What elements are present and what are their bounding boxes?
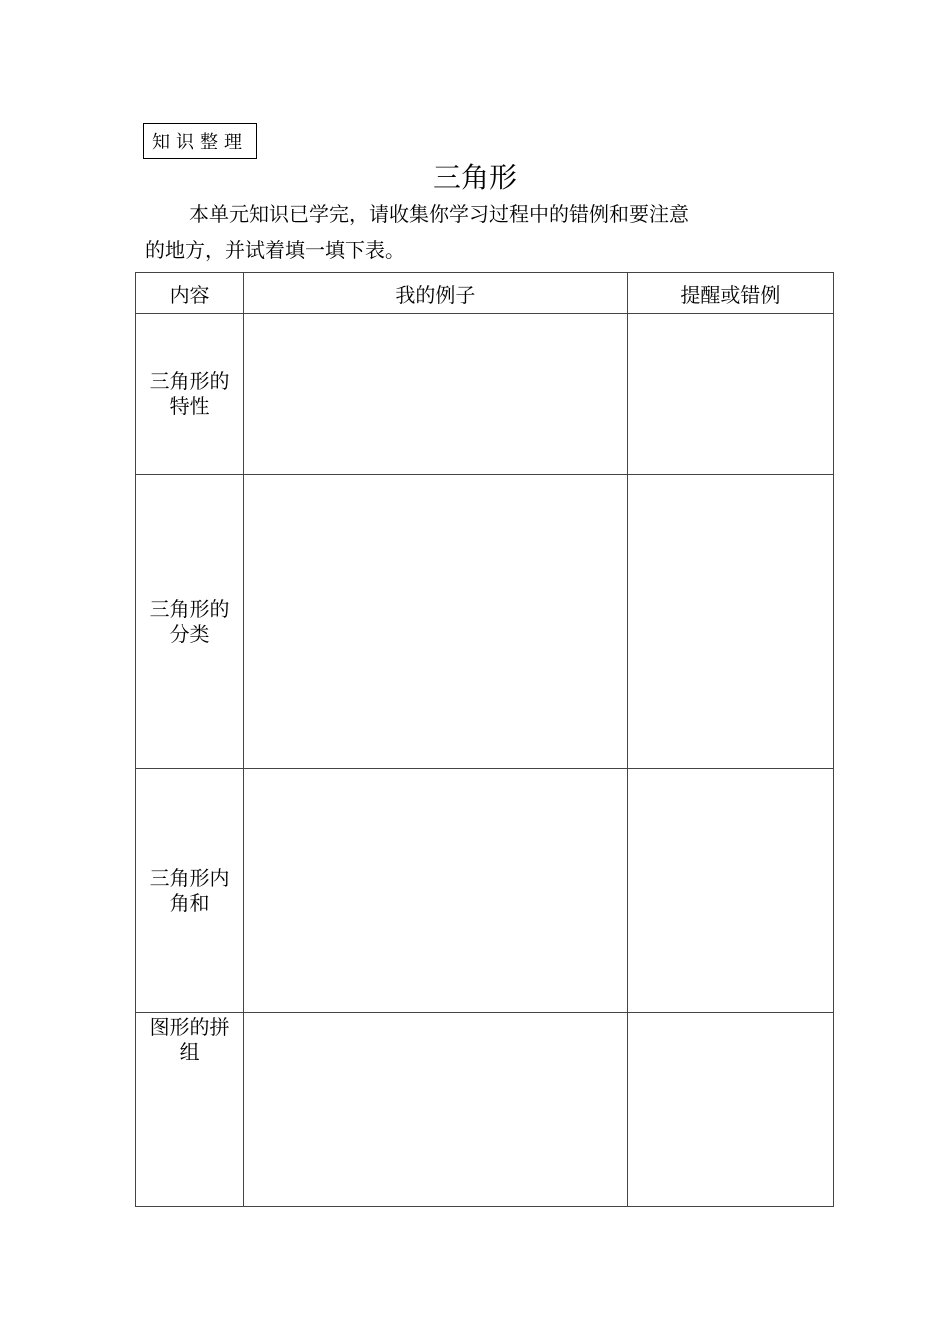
intro-line-2: 的地方，并试着填一填下表。	[145, 238, 405, 262]
row-topic: 三角形的分类	[149, 596, 230, 646]
row-topic: 三角形的特性	[149, 369, 230, 418]
intro-line-1: 本单元知识已学完，请收集你学习过程中的错例和要注意	[189, 202, 689, 226]
reminder-cell[interactable]	[627, 475, 833, 769]
row-topic: 三角形内角和	[149, 865, 230, 915]
page-title: 三角形	[432, 161, 517, 194]
knowledge-summary-tag	[143, 123, 257, 159]
header-my-example: 我的例子	[244, 273, 628, 314]
summary-table	[135, 272, 834, 1207]
my-example-cell[interactable]	[244, 1013, 628, 1207]
reminder-cell[interactable]	[627, 769, 833, 1013]
my-example-cell[interactable]	[244, 475, 628, 769]
table-row	[136, 314, 834, 475]
row-topic-cell	[136, 475, 244, 769]
header-reminder: 提醒或错例	[627, 273, 833, 314]
intro-paragraph	[145, 196, 785, 268]
table-row	[136, 1013, 834, 1207]
reminder-cell[interactable]	[627, 1013, 833, 1207]
reminder-cell[interactable]	[627, 314, 833, 475]
row-topic: 图形的拼组	[149, 1015, 230, 1064]
row-topic-cell	[136, 314, 244, 475]
my-example-cell[interactable]	[244, 769, 628, 1013]
table-row	[136, 475, 834, 769]
my-example-cell[interactable]	[244, 314, 628, 475]
header-content: 内容	[136, 273, 244, 314]
row-topic-cell	[136, 769, 244, 1013]
table-header-row	[136, 273, 834, 314]
row-topic-cell	[136, 1013, 244, 1207]
table-row	[136, 769, 834, 1013]
knowledge-summary-label: 知识整理	[152, 132, 248, 153]
